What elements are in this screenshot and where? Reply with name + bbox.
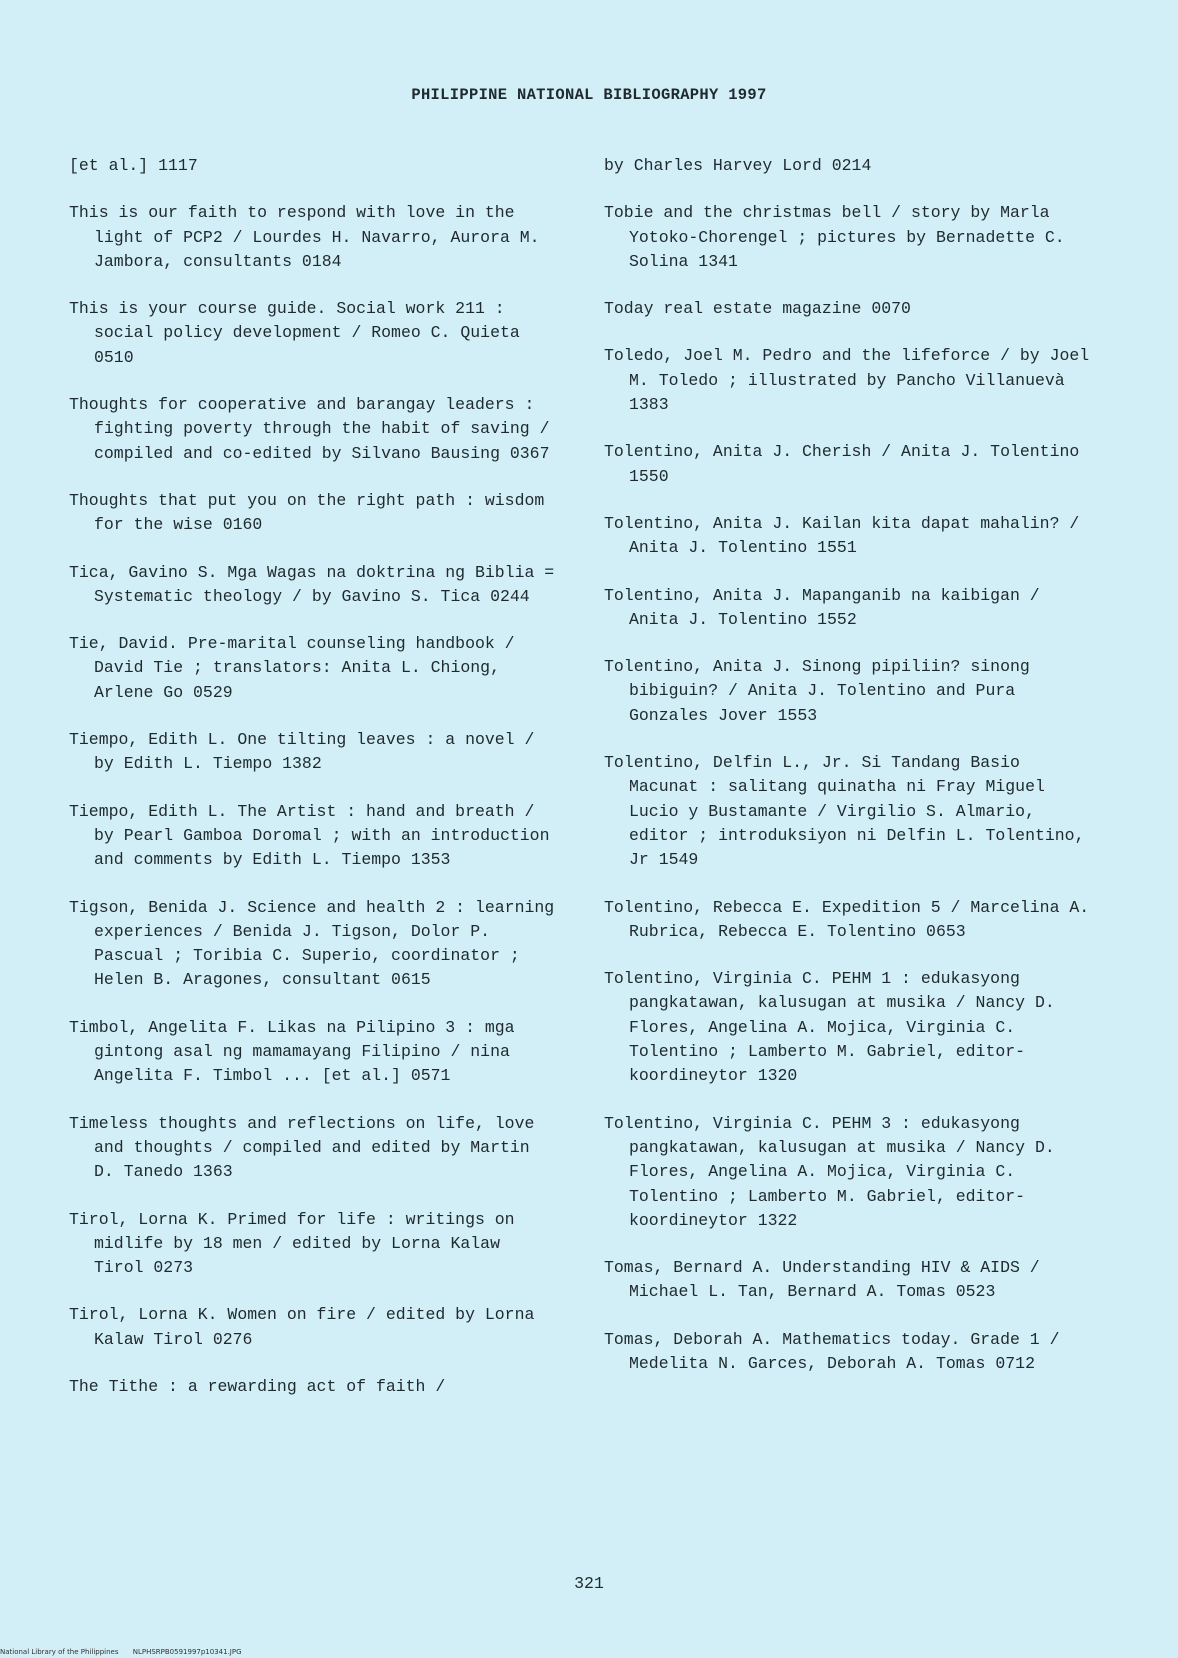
bib-entry: Toledo, Joel M. Pedro and the lifeforce / by Joel M. Toledo ; illustrated by Pancho Villanuevà 1383 <box>604 346 1090 415</box>
bib-entry: Timbol, Angelita F. Likas na Pilipino 3 : mga gintong asal ng mamamayang Filipino / nina Angelita F. Timbol ... [et al.] 0571 <box>69 1017 515 1086</box>
bib-entry: Today real estate magazine 0070 <box>604 299 911 319</box>
bib-entry: Tolentino, Delfin L., Jr. Si Tandang Basio Macunat : salitang quinatha ni Fray Miguel Lucio y Bustamante / Virgilio S. Almario, editor ; introduksiyon ni Delfin L. Tolentino, Jr 1549 <box>604 753 1085 870</box>
bib-entry: Tomas, Deborah A. Mathematics today. Grade 1 / Medelita N. Garces, Deborah A. Tomas 0712 <box>604 1329 1060 1373</box>
footer-file: NLPHSRPB0591997p10341.JPG <box>132 1648 242 1656</box>
bib-entry: Tolentino, Anita J. Mapanganib na kaibigan / Anita J. Tolentino 1552 <box>604 585 1040 629</box>
bib-entry: Tobie and the christmas bell / story by Marla Yotoko-Chorengel ; pictures by Bernadette C. Solina 1341 <box>604 203 1065 271</box>
bib-entry: Tica, Gavino S. Mga Wagas na doktrina ng Biblia = Systematic theology / by Gavino S. Tica 0244 <box>69 562 555 606</box>
bib-entry: Tie, David. Pre-marital counseling handbook / David Tie ; translators: Anita L. Chiong, Arlene Go 0529 <box>69 634 515 702</box>
bib-entry: Tolentino, Rebecca E. Expedition 5 / Marcelina A. Rubrica, Rebecca E. Tolentino 0653 <box>604 897 1090 941</box>
bib-entry: Tiempo, Edith L. One tilting leaves : a novel / by Edith L. Tiempo 1382 <box>69 730 535 774</box>
bib-entry: by Charles Harvey Lord 0214 <box>604 156 872 175</box>
bib-entry: Tiempo, Edith L. The Artist : hand and breath / by Pearl Gamboa Doromal ; with an introduction and comments by Edith L. Tiempo 1353 <box>69 801 550 870</box>
bib-entry: Tolentino, Virginia C. PEHM 3 : edukasyong pangkatawan, kalusugan at musika / Nancy D. Flores, Angelina A. Mojica, Virginia C. Tolentino ; Lamberto M. Gabriel, editor-koordineytor 1322 <box>604 1113 1055 1230</box>
bib-entry: This is our faith to respond with love in the light of PCP2 / Lourdes H. Navarro, Aurora M. Jambora, consultants 0184 <box>69 203 540 271</box>
bib-entry: Tigson, Benida J. Science and health 2 : learning experiences / Benida J. Tigson, Dolor P. Pascual ; Toribia C. Superio, coordinator ; Helen B. Aragones, consultant 0615 <box>69 897 555 990</box>
bib-entry: Timeless thoughts and reflections on life, love and thoughts / compiled and edited by Martin D. Tanedo 1363 <box>69 1113 535 1182</box>
bib-entry: Tolentino, Anita J. Kailan kita dapat mahalin? / Anita J. Tolentino 1551 <box>604 513 1080 558</box>
footer-library: National Library of the Philippines <box>0 1648 119 1656</box>
bib-entry: Thoughts that put you on the right path : wisdom for the wise 0160 <box>69 490 545 535</box>
bib-entry: Tolentino, Virginia C. PEHM 1 : edukasyong pangkatawan, kalusugan at musika / Nancy D. Flores, Angelina A. Mojica, Virginia C. Tolentino ; Lamberto M. Gabriel, editor-koordineytor 1320 <box>604 969 1055 1086</box>
scan-footer <box>0 1648 254 1656</box>
page-number: 321 <box>574 1574 604 1593</box>
bib-entry: Tirol, Lorna K. Women on fire / edited by Lorna Kalaw Tirol 0276 <box>69 1305 535 1349</box>
bib-entry: Tolentino, Anita J. Cherish / Anita J. Tolentino 1550 <box>604 442 1080 486</box>
bib-entry: Tomas, Bernard A. Understanding HIV & AIDS / Michael L. Tan, Bernard A. Tomas 0523 <box>604 1258 1040 1302</box>
left-column <box>69 154 559 1422</box>
bib-entry: Tirol, Lorna K. Primed for life : writings on midlife by 18 men / edited by Lorna Kalaw Tirol 0273 <box>69 1209 515 1278</box>
page-header: PHILIPPINE NATIONAL BIBLIOGRAPHY 1997 <box>411 86 767 104</box>
bib-entry: Thoughts for cooperative and barangay leaders : fighting poverty through the habit of saving / compiled and co-edited by Silvano Bausing 0367 <box>69 395 550 463</box>
right-column <box>604 154 1094 1399</box>
bib-entry: This is your course guide. Social work 211 : social policy development / Romeo C. Quieta 0510 <box>69 299 520 367</box>
bib-entry: Tolentino, Anita J. Sinong pipiliin? sinong bibiguin? / Anita J. Tolentino and Pura Gonzales Jover 1553 <box>604 657 1030 725</box>
bib-entry: [et al.] 1117 <box>69 156 198 175</box>
bib-entry: The Tithe : a rewarding act of faith / <box>69 1376 446 1396</box>
